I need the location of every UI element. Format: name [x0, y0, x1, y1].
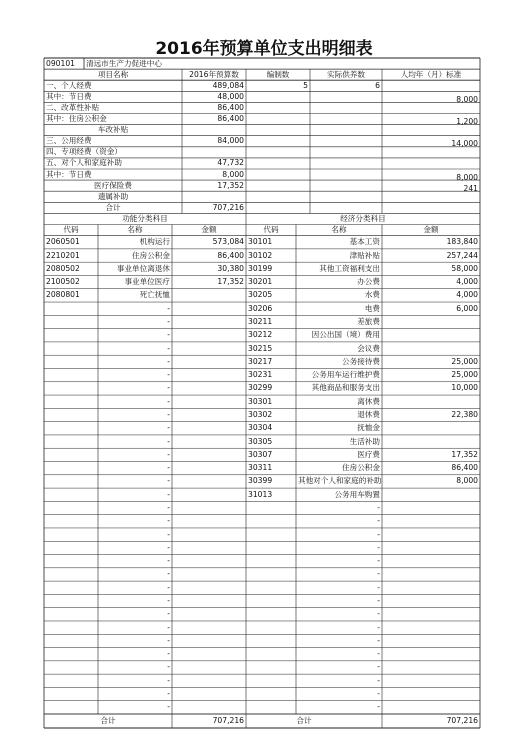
econ-row-dash: -: [377, 609, 380, 619]
top-row-name: 三、公用经费: [46, 136, 92, 146]
top-row-budget: 489,084: [212, 80, 244, 90]
econ-row-dash: -: [377, 649, 380, 659]
func-total-label: 合计: [100, 716, 116, 725]
econ-row-name: 津贴补贴: [349, 250, 380, 260]
header-actual: 实际供养数: [327, 69, 365, 79]
top-row-name: 医疗保险费: [94, 180, 132, 190]
func-row-dash: -: [167, 476, 170, 486]
econ-row-code: 30307: [248, 449, 273, 459]
econ-row-dash: -: [377, 622, 380, 632]
func-row-dash: -: [167, 675, 170, 685]
header-staff: 编制数: [266, 69, 290, 79]
econ-row-code: 30231: [248, 370, 273, 380]
top-row-std: 14,000: [451, 139, 478, 149]
func-row-dash: -: [167, 702, 170, 712]
top-row-budget: 86,400: [217, 114, 244, 124]
top-row-name: 合计: [105, 202, 121, 212]
econ-row-code: 30301: [248, 396, 273, 406]
econ-row-amount: 10,000: [451, 383, 478, 393]
econ-row-code: 30399: [248, 476, 273, 486]
econ-row-dash: -: [377, 542, 380, 552]
econ-row-dash: -: [377, 596, 380, 606]
top-row-budget: 47,732: [217, 158, 244, 168]
econ-row-amount: 25,000: [451, 370, 478, 380]
econ-row-dash: -: [377, 635, 380, 645]
econ-section-header: 经济分类科目: [340, 213, 386, 223]
func-row-dash: -: [167, 503, 170, 513]
top-row-name: 其中：住房公积金: [46, 114, 107, 124]
econ-row-code: 30102: [248, 250, 273, 260]
top-row-name: 二、改革性补贴: [46, 102, 100, 112]
func-row-dash: -: [167, 436, 170, 446]
econ-row-name: 其他商品和服务支出: [311, 383, 380, 393]
func-row-dash: -: [167, 316, 170, 326]
econ-row-name: 医疗费: [357, 449, 380, 459]
func-row-name: 事业单位离退休: [116, 263, 170, 273]
func-row-code: 2100502: [46, 277, 80, 287]
econ-row-name: 公务用车运行维护费: [311, 370, 380, 380]
top-row-name: 四、专项经费（资金）: [46, 147, 122, 157]
func-row-dash: -: [167, 343, 170, 353]
econ-row-name: 水费: [364, 290, 380, 300]
page-title: 2016年预算单位支出明细表: [155, 39, 373, 59]
func-row-amount: 573,084: [212, 237, 244, 247]
top-row-name: 五、对个人和家庭补助: [46, 158, 122, 168]
func-row-dash: -: [167, 396, 170, 406]
econ-row-amount: 4,000: [456, 290, 478, 300]
econ-col-code: 代码: [263, 225, 279, 235]
top-row-name: 其中：节日费: [46, 169, 92, 179]
func-row-code: 2060501: [46, 237, 80, 247]
econ-row-dash: -: [377, 569, 380, 579]
econ-row-code: 30299: [248, 383, 273, 393]
econ-row-name: 其他工资福利支出: [319, 263, 380, 273]
econ-total-amount: 707,216: [446, 716, 478, 725]
econ-row-name: 住房公积金: [342, 463, 380, 473]
econ-row-name: 电费: [364, 303, 380, 313]
unit-name: 清远市生产力促进中心: [86, 58, 162, 68]
func-row-dash: -: [167, 303, 170, 313]
econ-row-code: 30101: [248, 237, 273, 247]
func-row-name: 死亡抚恤: [139, 290, 170, 300]
func-row-dash: -: [167, 463, 170, 473]
func-row-dash: -: [167, 423, 170, 433]
func-row-dash: -: [167, 449, 170, 459]
func-row-name: 机构运行: [139, 237, 170, 247]
econ-row-dash: -: [377, 662, 380, 672]
econ-row-amount: 86,400: [451, 463, 478, 473]
func-row-dash: -: [167, 330, 170, 340]
top-row-std: 241: [463, 183, 478, 193]
func-row-dash: -: [167, 582, 170, 592]
func-row-dash: -: [167, 649, 170, 659]
econ-row-code: 30201: [248, 277, 273, 287]
econ-row-name: 离休费: [357, 396, 380, 406]
top-row-budget: 17,352: [217, 180, 244, 190]
econ-row-code: 30302: [248, 410, 273, 419]
econ-row-code: 30311: [248, 463, 273, 473]
top-row-name: 车改补贴: [97, 125, 129, 135]
func-row-dash: -: [167, 569, 170, 579]
econ-row-name: 其他对个人和家庭的补助: [298, 476, 382, 486]
top-row-std: 1,200: [456, 117, 478, 127]
top-row-budget: 707,216: [212, 202, 244, 212]
func-row-code: 2080801: [46, 290, 80, 300]
econ-row-name: 生活补助: [349, 436, 380, 446]
top-row-budget: 86,400: [217, 102, 244, 112]
econ-row-amount: 17,352: [451, 449, 478, 459]
econ-row-amount: 183,840: [446, 237, 478, 247]
econ-row-name: 公务用车购置: [334, 489, 380, 499]
econ-row-amount: 4,000: [456, 277, 478, 287]
econ-row-dash: -: [377, 516, 380, 526]
econ-row-dash: -: [377, 529, 380, 539]
func-row-dash: -: [167, 383, 170, 393]
econ-row-code: 30199: [248, 263, 273, 273]
econ-row-name: 差旅费: [357, 316, 380, 326]
econ-row-code: 31013: [248, 489, 273, 499]
func-row-dash: -: [167, 542, 170, 552]
func-row-name: 住房公积金: [132, 250, 170, 260]
func-row-dash: -: [167, 529, 170, 539]
econ-row-name: 会议费: [357, 343, 380, 353]
func-col-amount: 金额: [201, 225, 217, 235]
top-row-name: 一、个人经费: [46, 80, 92, 90]
func-row-dash: -: [167, 635, 170, 645]
econ-row-code: 30305: [248, 436, 273, 446]
econ-row-amount: 25,000: [451, 356, 478, 366]
econ-row-name: 抚恤金: [357, 423, 380, 433]
econ-row-amount: 257,244: [446, 250, 478, 260]
func-row-dash: -: [167, 662, 170, 672]
func-col-code: 代码: [63, 225, 79, 235]
func-row-dash: -: [167, 556, 170, 566]
func-row-dash: -: [167, 489, 170, 499]
top-row-budget: 48,000: [217, 91, 244, 101]
func-row-dash: -: [167, 609, 170, 619]
header-budget: 2016年预算数: [189, 69, 239, 79]
econ-row-amount: 6,000: [456, 303, 478, 313]
func-row-amount: 30,380: [217, 263, 244, 273]
econ-row-name: 公务接待费: [342, 356, 380, 366]
econ-row-code: 30215: [248, 343, 273, 353]
func-row-dash: -: [167, 596, 170, 606]
func-row-code: 2080502: [46, 263, 80, 273]
econ-row-code: 30205: [248, 290, 273, 300]
econ-row-amount: 22,380: [451, 410, 478, 419]
econ-row-code: 30217: [248, 356, 273, 366]
func-row-dash: -: [167, 689, 170, 699]
econ-row-amount: 58,000: [451, 263, 478, 273]
econ-row-dash: -: [377, 503, 380, 513]
header-item: 项目名称: [97, 69, 129, 79]
econ-row-code: 30212: [248, 330, 273, 340]
econ-row-dash: -: [377, 582, 380, 592]
top-row-budget: 8,000: [222, 169, 244, 179]
func-row-name: 事业单位医疗: [124, 277, 170, 287]
func-row-amount: 17,352: [217, 277, 244, 287]
econ-row-dash: -: [377, 556, 380, 566]
econ-row-name: 退休费: [357, 410, 380, 419]
func-row-dash: -: [167, 410, 170, 419]
header-per-capita: 人均年（月）标准: [400, 69, 462, 79]
econ-row-name: 基本工资: [349, 237, 380, 247]
econ-row-name: 办公费: [357, 277, 380, 287]
top-row-std: 8,000: [456, 172, 478, 182]
econ-row-code: 30206: [248, 303, 273, 313]
econ-row-name: 因公出国（境）费用: [311, 330, 380, 340]
func-row-dash: -: [167, 516, 170, 526]
econ-row-dash: -: [377, 689, 380, 699]
econ-row-amount: 8,000: [456, 476, 478, 486]
func-row-amount: 86,400: [217, 250, 244, 260]
func-row-dash: -: [167, 370, 170, 380]
func-col-name: 名称: [127, 225, 143, 235]
unit-code: 090101: [46, 58, 75, 68]
func-row-dash: -: [167, 356, 170, 366]
top-row-staff: 5: [303, 80, 308, 90]
top-row-actual: 6: [375, 80, 380, 90]
func-row-code: 2210201: [46, 250, 80, 260]
econ-row-dash: -: [377, 675, 380, 685]
func-row-dash: -: [167, 622, 170, 632]
econ-row-dash: -: [377, 702, 380, 712]
func-total-amount: 707,216: [212, 716, 244, 725]
econ-row-code: 30304: [248, 423, 273, 433]
top-row-name: 其中：节日费: [46, 91, 92, 101]
top-row-budget: 84,000: [217, 136, 244, 146]
top-row-name: 遗属补助: [97, 191, 129, 201]
econ-col-amount: 金额: [423, 225, 439, 235]
top-row-std: 8,000: [456, 94, 478, 104]
econ-row-code: 30211: [248, 316, 273, 326]
func-section-header: 功能分类科目: [122, 213, 168, 223]
econ-col-name: 名称: [331, 225, 347, 235]
econ-total-label: 合计: [296, 716, 312, 725]
